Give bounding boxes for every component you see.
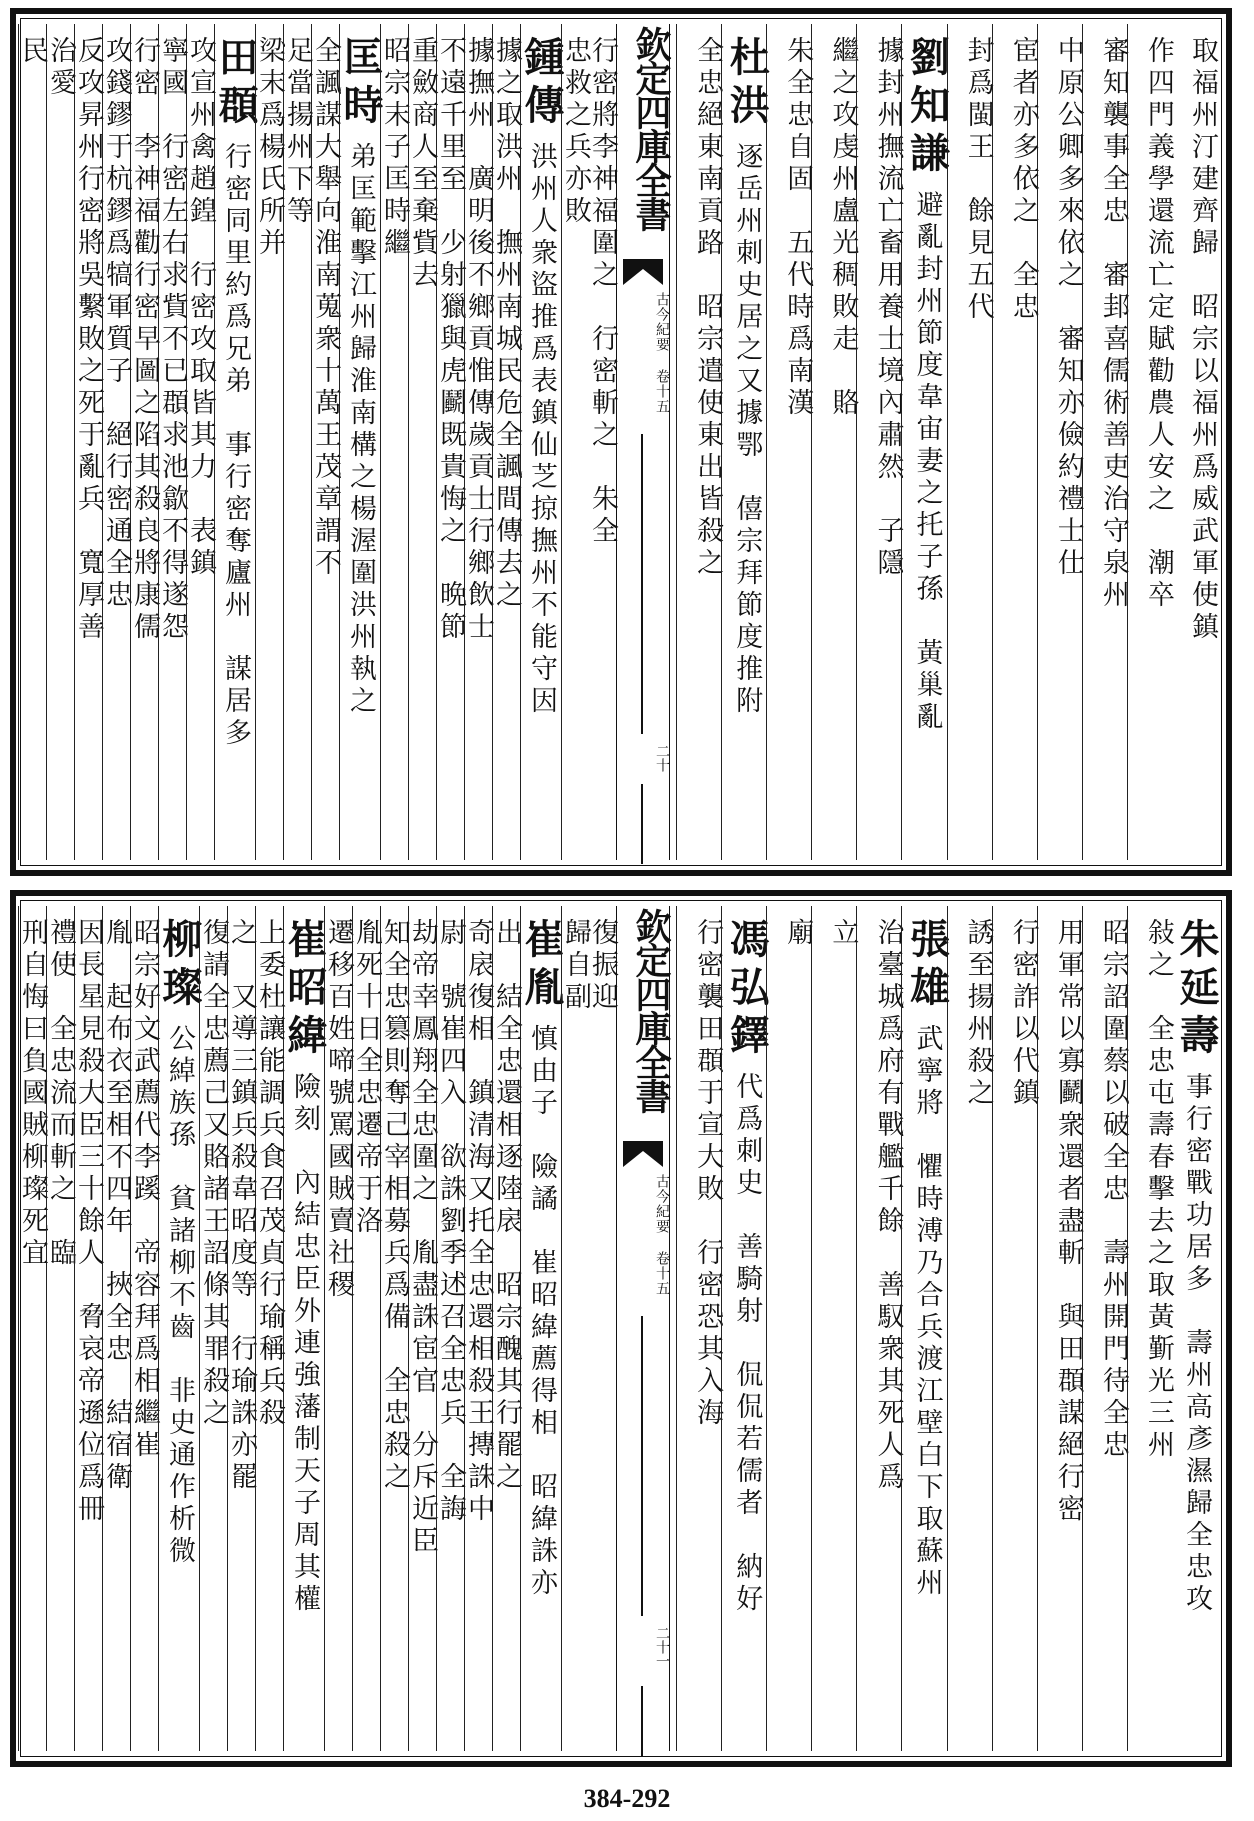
text-column: 胤 起布衣至相不四年 挾全忠 結宿衛 (102, 906, 130, 1751)
entry-heading: 匡時 (337, 36, 384, 132)
text-column: 柳璨公綽族孫 貧諸柳不齒 非史通作析微 (158, 906, 199, 1751)
text-column: 據撫州 廣明後不鄉貢惟傳歲貢士行鄉飲士 (464, 24, 492, 860)
text-column: 作四門義學還流亡定賦勸農人安之 潮卒 (1127, 24, 1172, 860)
entry-heading: 鍾傳 (518, 36, 565, 132)
text-column: 復振迎 (587, 918, 618, 1014)
text-column: 行密襲田頵于宣大敗 行密恐其入海 (676, 906, 721, 1751)
text-column: 禮使 全忠流而斬之 臨 (46, 906, 74, 1751)
text-column: 據封州撫流亡畜用養士境內肅然 子隱 (856, 24, 901, 860)
left-half (17, 906, 618, 1751)
text-columns (17, 24, 618, 860)
gutter-rule (641, 1316, 643, 1616)
text-column: 知全忠篡則奪己宰相募兵爲備 全忠殺之 (380, 906, 408, 1751)
text-column: 攻錢鏐于杭鏐爲犒軍質子 絕行密通全忠 (102, 24, 130, 860)
text-column: 繼之攻虔州盧光稠敗走 賂 (811, 24, 856, 860)
center-gutter (616, 24, 670, 860)
text-column: 反攻昇州行密將吳繫敗之死于亂兵 寬厚善 (74, 24, 102, 860)
text-column: 寧國 行密左右求貲不已頵求池歙不得遂怨 (158, 24, 186, 860)
text-columns (676, 906, 1220, 1751)
text-column: 梁末爲楊氏所并 (255, 24, 283, 860)
text-column: 治臺城爲府有戰艦千餘 善馭衆其死人爲 (856, 906, 901, 1751)
page-top (10, 8, 1232, 876)
gutter-page-number: 二十 (654, 744, 670, 772)
gutter-juan: 古今紀要 卷十五 (654, 1174, 670, 1296)
center-gutter (616, 906, 670, 1751)
text-column: 行密將李神福圍之 行密斬之 朱全 (587, 36, 618, 548)
text-column: 治愛 (46, 24, 74, 860)
entry-heading: 張雄 (903, 918, 951, 1014)
entry-heading: 馮弘鐸 (723, 918, 771, 1062)
text-column: 敍之 全忠屯壽春擊去之取黃斳光三州 (1127, 906, 1172, 1751)
text-column: 忠救之兵亦敗 (561, 24, 589, 860)
entry-heading: 劉知謙 (903, 36, 951, 180)
text-column: 行密詐以代鎮 (992, 906, 1037, 1751)
text-column: 出 結全忠還相逐陸扆 昭宗醜其行罷之 (492, 906, 520, 1751)
text-column: 匡時弟匡範擊江州歸淮南構之楊渥圍洪州執之 (339, 24, 380, 860)
text-column: 宦者亦多依之 全忠 (992, 24, 1037, 860)
entry-heading: 杜洪 (723, 36, 771, 132)
gutter-page-number: 二十一 (654, 1626, 670, 1668)
text-column: 不遠千里至 少射獵與虎鬬既貴悔之 晩節 (436, 24, 464, 860)
text-column: 上委杜讓能調兵食召茂貞行瑜稱兵殺 (255, 906, 283, 1751)
text-column: 誘至揚州殺之 (947, 906, 992, 1751)
entry-heading: 朱延壽 (1173, 918, 1220, 1062)
text-column: 胤死十日全忠遷帝于洛 (352, 906, 380, 1751)
text-column: 田頵行密同里約爲兄弟 事行密奪廬州 謀居多 (214, 24, 255, 860)
text-column: 全諷謀大舉向淮南蒐衆十萬王茂章謂不 (311, 24, 339, 860)
entry-heading: 柳璨 (156, 918, 203, 1014)
right-half (676, 906, 1220, 1751)
text-column: 朱延壽事行密戰功居多 壽州高彥濕歸全忠攻 (1173, 918, 1220, 1616)
text-column: 足當揚州下等 (283, 24, 311, 860)
text-column: 用軍常以寡鬬衆還者盡斬 與田頵謀絕行密 (1037, 906, 1082, 1751)
text-column: 全忠絕東南貢路 昭宗遣使東出皆殺之 (676, 24, 721, 860)
gutter-rule (641, 784, 643, 864)
text-column: 因長星見殺大臣三十餘人 脅哀帝遜位爲冊 (74, 906, 102, 1751)
text-column: 行密 李神福勸行密早圖之陷其殺良將康儒 (130, 24, 158, 860)
text-columns (676, 24, 1216, 860)
text-column: 張雄武寧將 懼時溥乃合兵渡江壁白下取蘇州 (901, 906, 946, 1751)
text-column: 劉知謙避亂封州節度韋宙妻之托子孫 黃巢亂 (901, 24, 946, 860)
text-column: 鍾傳洪州人衆盜推爲表鎮仙芝掠撫州不能守因 (520, 24, 561, 860)
text-column: 取福州汀建齊歸 昭宗以福州爲威武軍使鎮 (1187, 36, 1218, 644)
text-column: 歸自副 (561, 906, 589, 1751)
text-column: 重斂商人至棄貲去 (408, 24, 436, 860)
text-column: 劫帝幸鳳翔全忠圍之 胤盡誅宦官 分斥近臣 (408, 906, 436, 1751)
page-bottom (10, 890, 1232, 1767)
text-column: 民 (18, 24, 46, 860)
text-column: 杜洪逐岳州刺史居之又據鄂 僖宗拜節度推附 (721, 24, 766, 860)
entry-heading: 崔昭緯 (281, 918, 328, 1062)
text-column: 馮弘鐸代爲刺史 善騎射 侃侃若儒者 納好 (721, 906, 766, 1751)
text-column: 崔胤慎由子 險譎 崔昭緯薦得相 昭緯誅亦 (520, 906, 561, 1751)
page-footer-number: 384-292 (583, 1784, 671, 1813)
gutter-title: 欽定四庫全書 (630, 26, 672, 230)
text-column: 攻宣州禽趙鍠 行密攻取皆其力 表鎮 (186, 24, 214, 860)
fish-tail-mark-icon (623, 259, 663, 285)
text-column: 廟 (766, 906, 811, 1751)
text-column: 中原公卿多來依之 審知亦儉約禮士仕 (1037, 24, 1082, 860)
text-columns (17, 906, 618, 1751)
gutter-juan: 古今紀要 卷十五 (654, 292, 670, 414)
right-half (676, 24, 1216, 860)
text-column: 審知襲事全忠 審邽喜儒術善吏治守泉州 (1082, 24, 1127, 860)
text-column: 據之取洪州 撫州南城民危全諷間傳去之 (492, 24, 520, 860)
text-column: 封爲閩王 餘見五代 (947, 24, 992, 860)
gutter-title: 欽定四庫全書 (630, 908, 672, 1112)
text-column: 崔昭緯險刻 內結忠臣外連強藩制天子周其權 (283, 906, 324, 1751)
text-column: 昭宗末子匡時繼 (380, 24, 408, 860)
text-column: 朱全忠自固 五代時爲南漢 (766, 24, 811, 860)
fish-tail-mark-icon (623, 1141, 663, 1167)
text-column: 尉 號崔四入 欲誅劉季述召全忠兵 全誨 (436, 906, 464, 1751)
left-half (17, 24, 618, 860)
text-column: 刑自悔曰負國賊柳璨死宜 (18, 906, 46, 1751)
entry-heading: 田頵 (212, 36, 259, 132)
text-column: 昭宗好文武薦代李蹊 帝容拜爲相繼崔 (130, 906, 158, 1751)
text-column: 奇扆復相 鎮清海又托全忠還相殺王摶誅中 (464, 906, 492, 1751)
text-column: 復請全忠薦己又賂諸王詔條其罪殺之 (199, 906, 227, 1751)
gutter-rule (641, 1686, 643, 1756)
text-column: 立 (811, 906, 856, 1751)
gutter-rule (641, 434, 643, 734)
text-column: 遷移百姓啼號罵國賊賣社稷 (324, 906, 352, 1751)
text-column: 之 又導三鎮兵殺韋昭度等 行瑜誅亦罷 (227, 906, 255, 1751)
text-column: 昭宗詔圍蔡以破全忠 壽州開門待全忠 (1082, 906, 1127, 1751)
entry-heading: 崔胤 (518, 918, 565, 1014)
